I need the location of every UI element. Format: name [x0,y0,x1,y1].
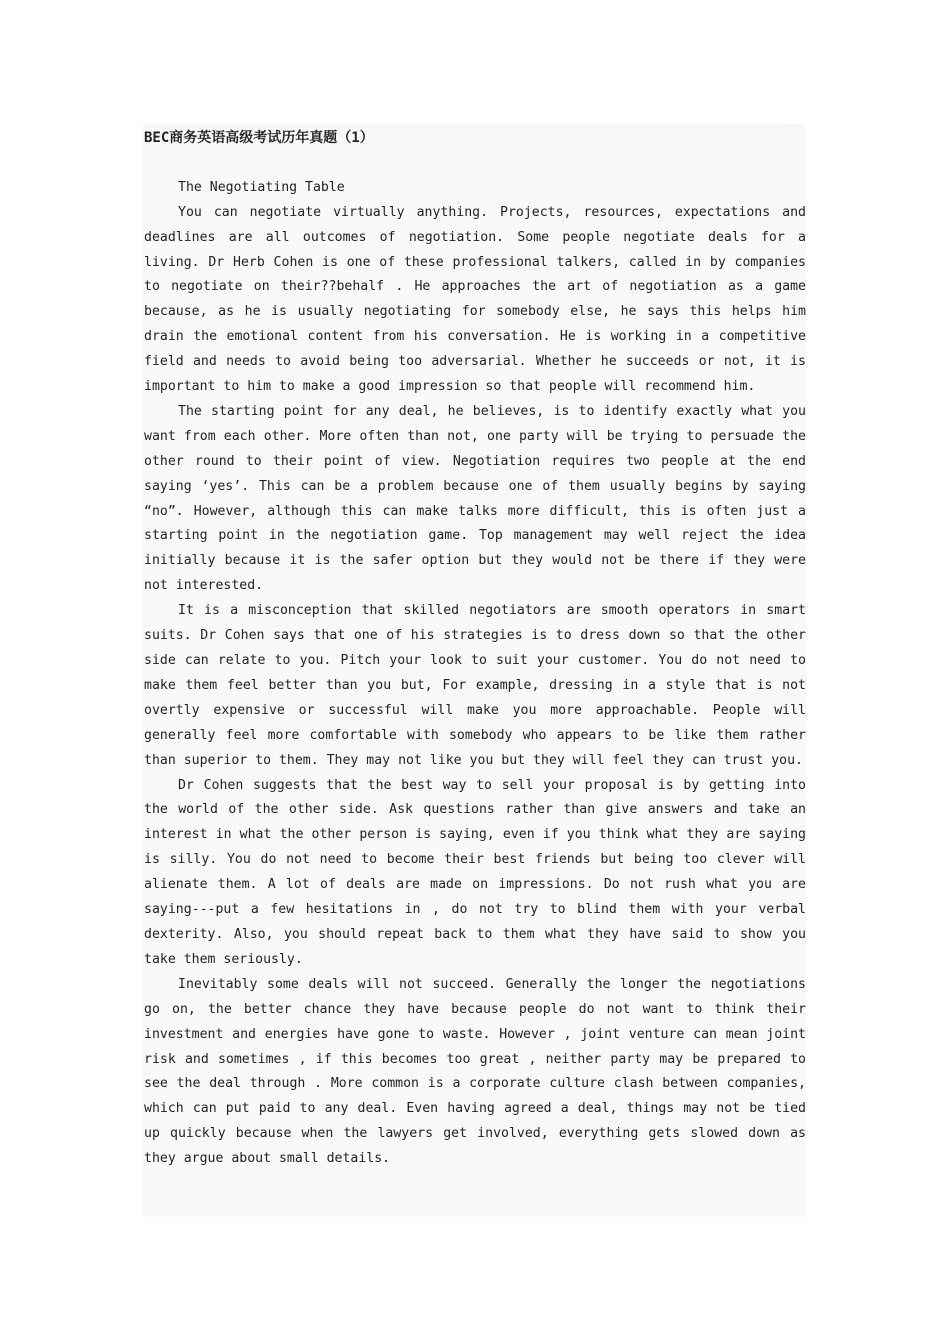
paragraph-4: Dr Cohen suggests that the best way to sell your proposal is by getting into the world of the other side. Ask questions rather than give answers and take an interest in what the other person is saying, even if you think what they are saying is silly. You do not need to become their best friends but being too clever will alienate them. A lot of deals are made on impressions. Do not rush what you are saying---put a few hesitations in , do not try to blind them with your verbal dexterity. Also, you should repeat back to them what they have said to show you take them seriously. [144,777,806,967]
paragraph-2: The starting point for any deal, he believes, is to identify exactly what you want from each other. More often than not, one party will be trying to persuade the other round to their point of view. Negotiation requires two people at the end saying ‘yes’. This can be a problem because one of them usually begins by saying “no”. However, although this can make talks more difficult, this is often just a starting point in the negotiation game. Top management may well reject the idea initially because it is the safer option but they would not be there if they were not interested. [144,403,806,594]
document-title: BEC商务英语高级考试历年真题（1） [144,130,374,146]
blank-line [144,151,806,176]
document-body [143,124,806,1217]
paragraph-3: It is a misconception that skilled negotiators are smooth operators in smart suits. Dr Cohen says that one of his strategies is to dress down so that the other side can relate to you. Pitch your look to suit your customer. You do not need to make them feel better than you but, For example, dressing in a style that is not overtly expensive or successful will make you more approachable. People will generally feel more comfortable with somebody who appears to be like them rather than superior to them. They may not like you but they will feel they can trust you. [144,603,806,768]
paragraph-1: You can negotiate virtually anything. Projects, resources, expectations and deadlines are all outcomes of negotiation. Some people negotiate deals for a living. Dr Herb Cohen is one of these professional talkers, called in by companies to negotiate on their??behalf . He approaches the art of negotiation as a game because, as he is usually negotiating for somebody else, he says this helps him drain the emotional content from his conversation. He is working in a competitive field and needs to avoid being too adversarial. Whether he succeeds or not, it is important to him to make a good impression so that people will recommend him. [144,204,806,395]
article-title: The Negotiating Table [178,179,345,195]
paragraph-5: Inevitably some deals will not succeed. Generally the longer the negotiations go on, the better chance they have because people do not want to think their investment and energies have gone to waste. However , joint venture can mean joint risk and sometimes , if this becomes too great , neither party may be prepared to see the deal through . More common is a corporate culture clash between companies, which can put paid to any deal. Even having agreed a deal, things may not be tied up quickly because when the lawyers get involved, everything gets slowed down as they argue about small details. [144,976,806,1167]
